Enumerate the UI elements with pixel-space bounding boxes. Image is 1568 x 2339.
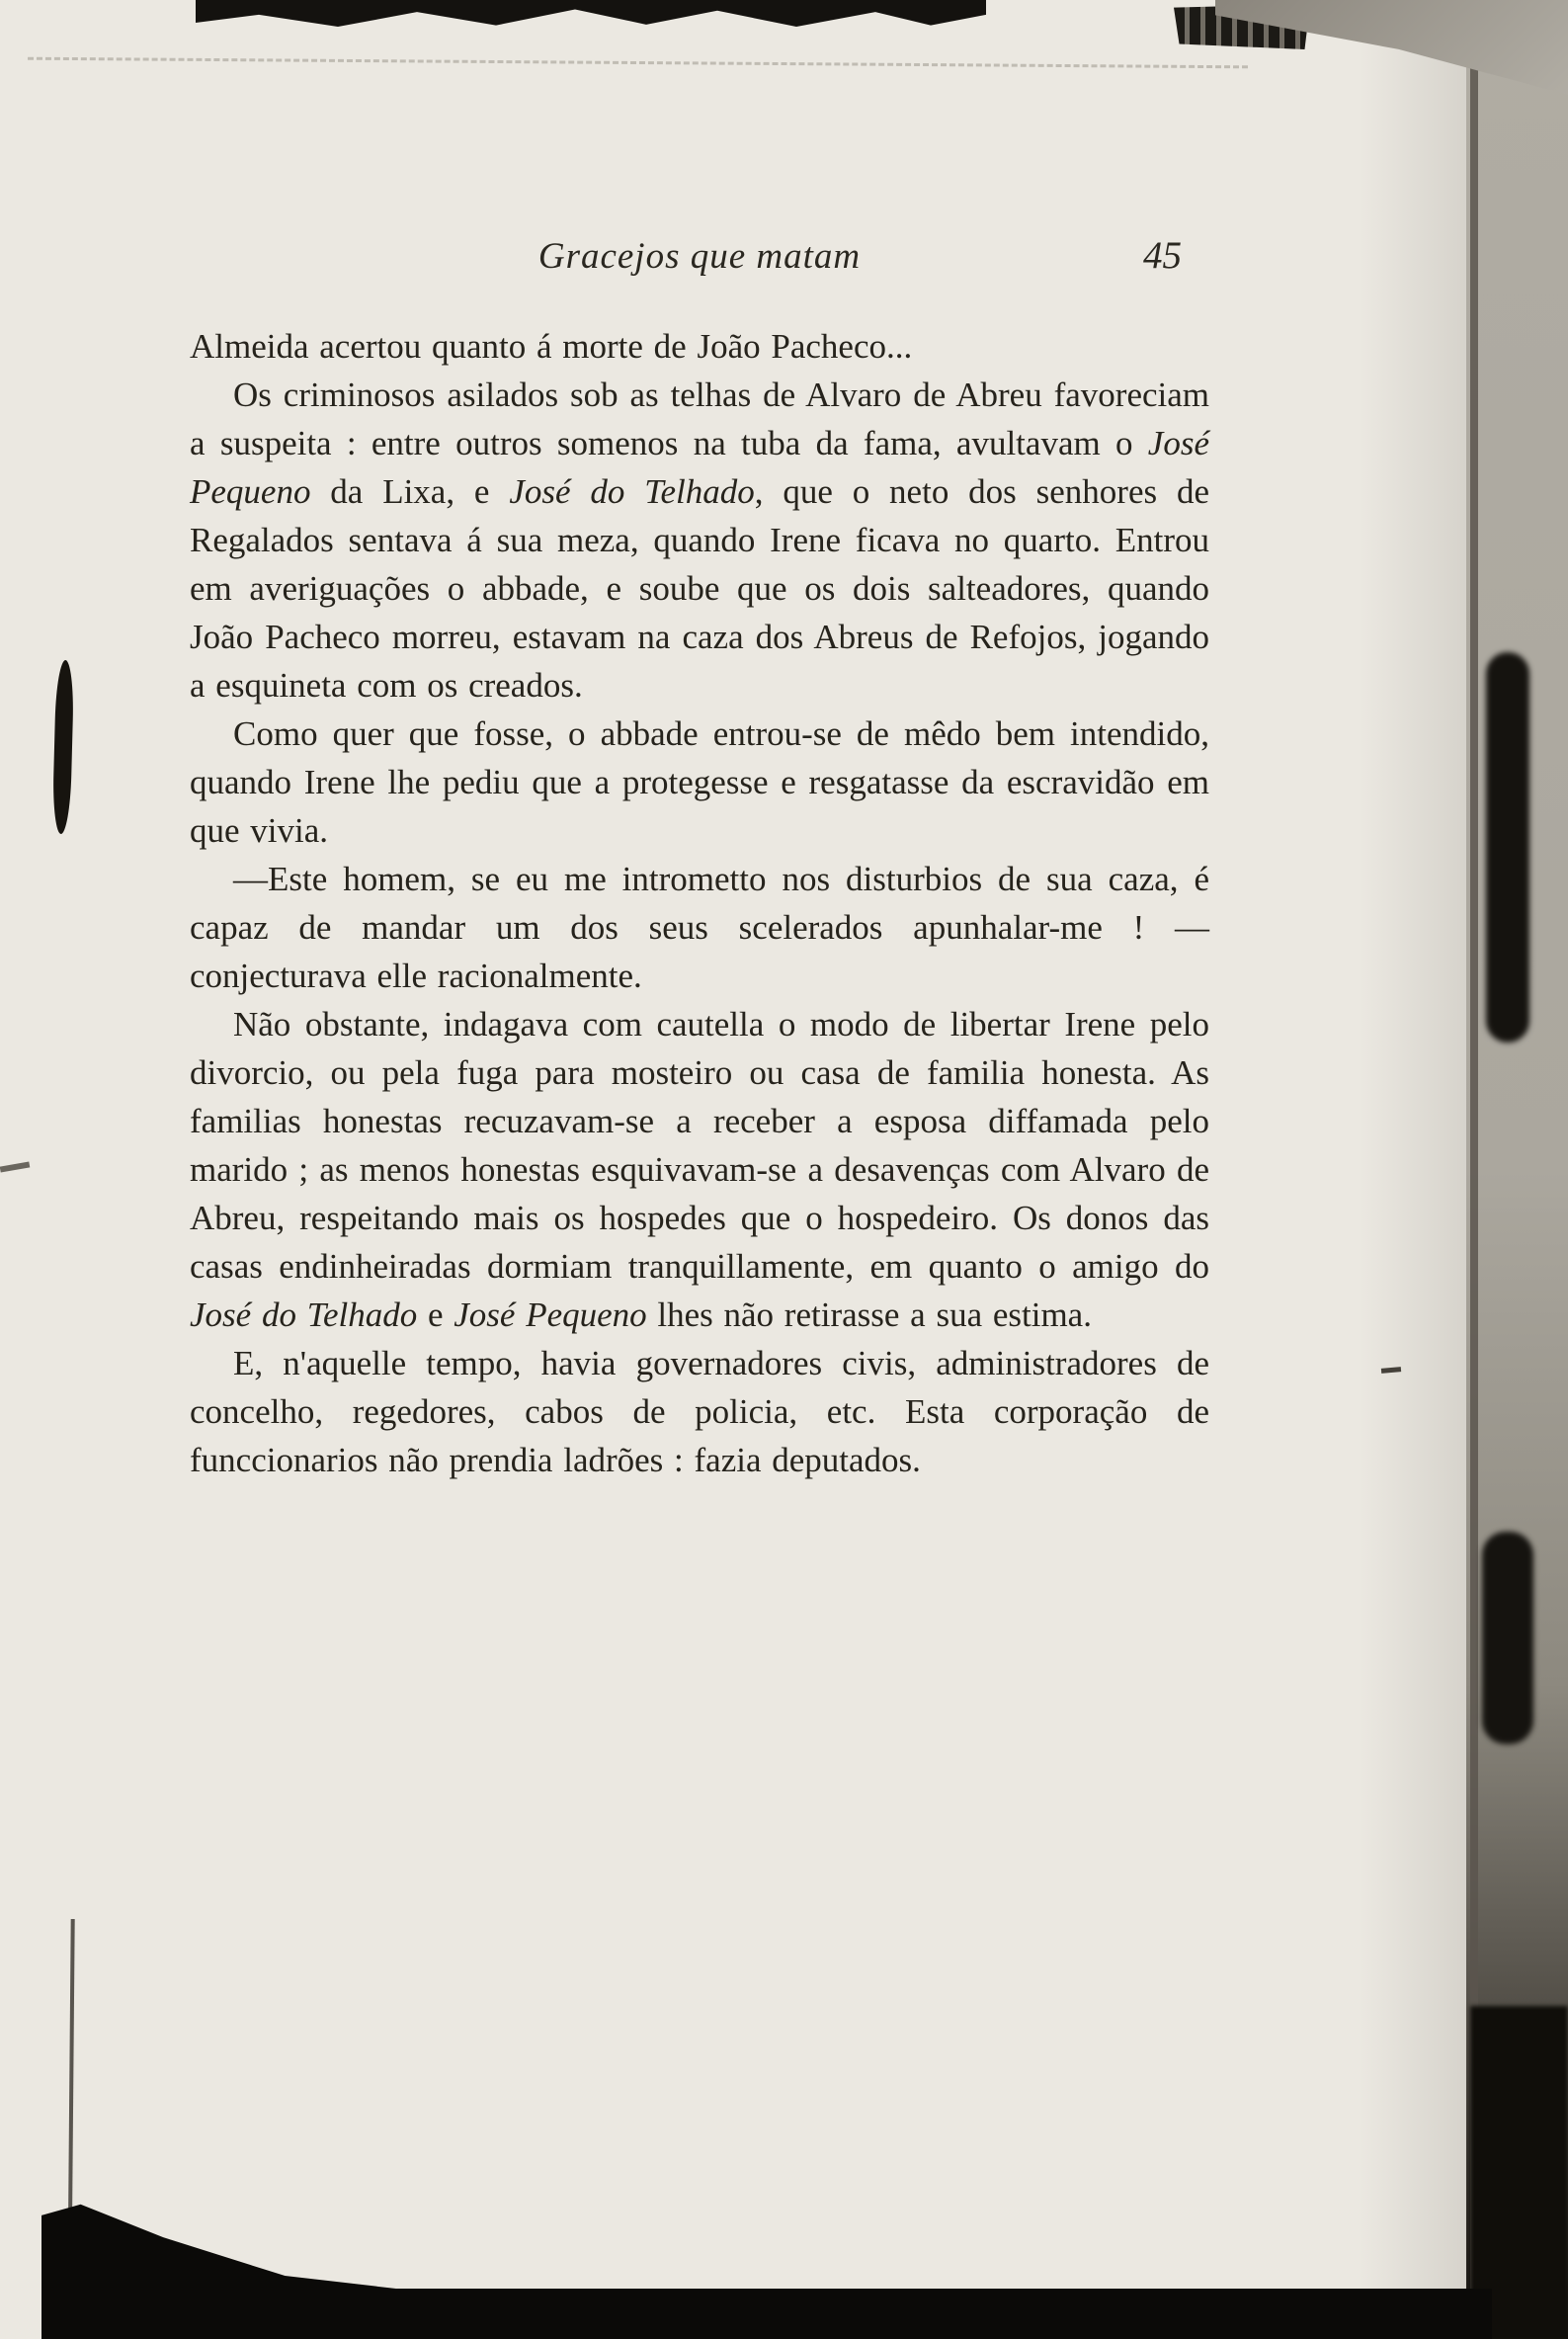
paragraph bbox=[190, 322, 1209, 371]
scan-artifact-right-edge-line bbox=[1470, 0, 1478, 2339]
scan-artifact-bottom-bar bbox=[85, 2289, 1492, 2339]
italic-text-segment: José Pequeno bbox=[190, 424, 1209, 511]
scan-artifact-top-strip bbox=[196, 0, 986, 27]
paragraph bbox=[190, 855, 1209, 1000]
paragraph bbox=[190, 1000, 1209, 1339]
text-segment: Os criminosos asilados sob as telhas de Alvaro de Abreu favoreciam a suspeita : entre outros somenos na tuba da fama, avultavam o bbox=[190, 376, 1209, 462]
page-number: 45 bbox=[1143, 234, 1182, 277]
text-block bbox=[190, 322, 1209, 1484]
scan-artifact-right-band bbox=[1466, 0, 1568, 2339]
paragraph bbox=[190, 1339, 1209, 1484]
running-title: Gracejos que matam bbox=[537, 236, 862, 277]
text-segment: Não obstante, indagava com cautella o modo de libertar Irene pelo divorcio, ou pela fuga para mosteiro ou casa de familia honesta. As familias honestas recuzavam-se a receber a esposa diffamada pelo marido ; as menos honestas esquivavam-se a desavenças com Alvaro de Abreu, respeitando mais os hospedes que o hospedeiro. Os donos das casas endinheiradas dormiam tranquillamente, em quanto o amigo do bbox=[190, 1005, 1209, 1286]
text-segment: Como quer que fosse, o abbade entrou-se de mêdo bem intendido, quando Irene lhe pediu que a protegesse e resgatasse da escravidão em que vivia. bbox=[190, 714, 1209, 850]
text-segment: da Lixa, e bbox=[310, 472, 510, 511]
scan-artifact-right-blotch bbox=[1482, 1532, 1533, 1744]
italic-text-segment: José do Telhado bbox=[190, 1295, 418, 1334]
text-segment: , que o neto dos senhores de Regalados sentava á sua meza, quando Irene ficava no quarto. Entrou em averiguações o abbade, e soube que os dois salteadores, quando João Pacheco morreu, estavam na caza dos Abreus de Refojos, jogando a esquineta com os creados. bbox=[190, 472, 1209, 705]
scan-artifact-right-blotch bbox=[1486, 652, 1529, 1043]
text-segment: E, n'aquelle tempo, havia governadores civis, administradores de concelho, regedores, cabos de policia, etc. Esta corporação de funccionarios não prendia ladrões : fazia deputados. bbox=[190, 1344, 1209, 1479]
paragraph bbox=[190, 710, 1209, 855]
text-segment: e bbox=[417, 1295, 454, 1334]
page-edge-shading bbox=[1360, 0, 1468, 2339]
scan-artifact-left-tick bbox=[0, 1161, 30, 1172]
paragraph bbox=[190, 371, 1209, 710]
text-segment: —Este homem, se eu me intrometto nos disturbios de sua caza, é capaz de mandar um dos seus scelerados apunhalar-me ! — conjecturava elle racionalmente. bbox=[190, 860, 1209, 995]
page-header bbox=[190, 235, 1209, 289]
scan-artifact-ink-mark bbox=[52, 660, 75, 834]
text-segment: lhes não retirasse a sua estima. bbox=[646, 1295, 1092, 1334]
text-segment: Almeida acertou quanto á morte de João Pacheco... bbox=[190, 327, 913, 366]
italic-text-segment: José do Telhado bbox=[509, 472, 755, 511]
italic-text-segment: José Pequeno bbox=[454, 1295, 647, 1334]
scan-artifact-fold-line bbox=[28, 57, 1248, 69]
